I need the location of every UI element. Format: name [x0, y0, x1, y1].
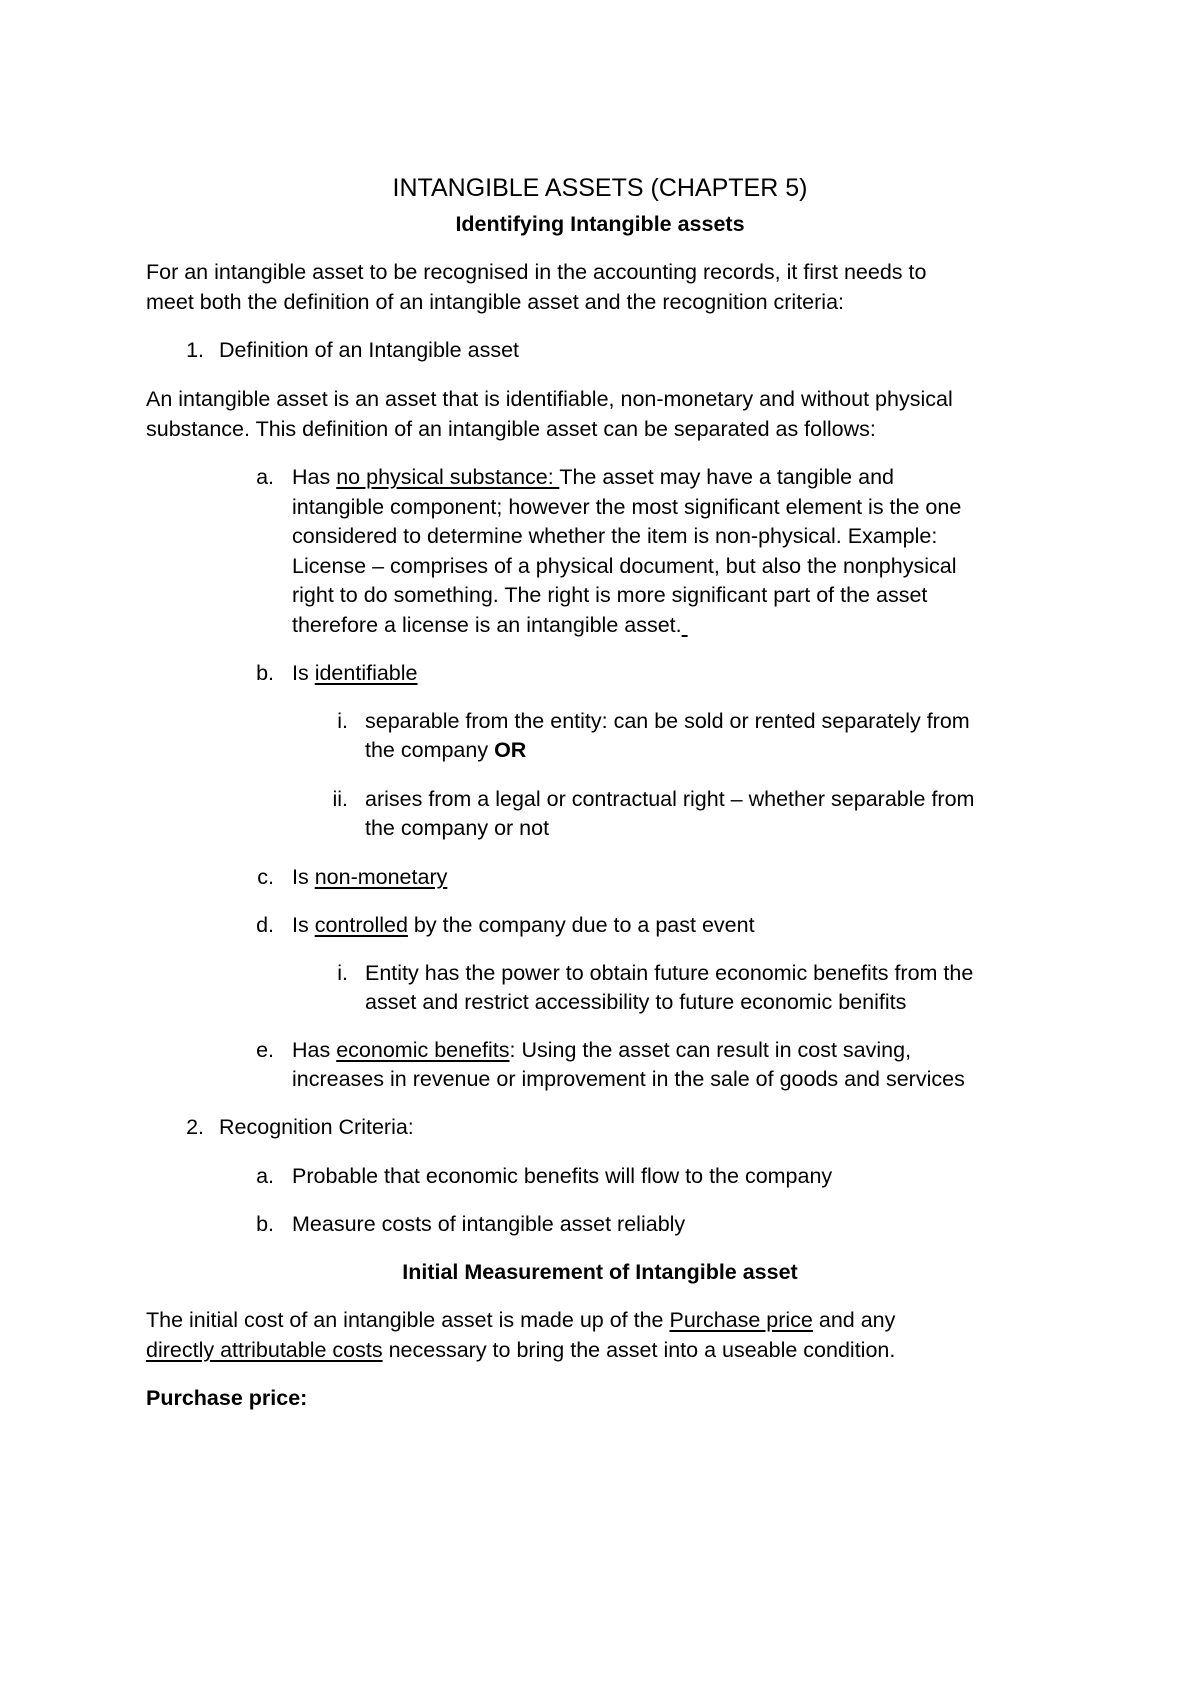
recognition-marker-b: b.: [256, 1212, 274, 1236]
intro-paragraph-line-1: For an intangible asset to be recognised in the accounting records, it first needs to: [146, 260, 927, 284]
recognition-item-a: Probable that economic benefits will flow to the company: [292, 1164, 833, 1188]
sublist-item-b: Is identifiable: [292, 661, 418, 685]
document-title: INTANGIBLE ASSETS (CHAPTER 5): [392, 174, 808, 202]
recognition-marker-a: a.: [256, 1164, 274, 1188]
underline-controlled: controlled: [314, 913, 408, 937]
sub-sublist-marker-b-i: i.: [337, 709, 348, 733]
bold-or: OR: [494, 738, 527, 762]
underline-purchase-price: Purchase price: [669, 1308, 813, 1332]
list-number-1: 1.: [186, 338, 204, 362]
underline-no-physical-substance: no physical substance:: [336, 465, 560, 489]
sublist-marker-e: e.: [256, 1038, 274, 1062]
recognition-item-b: Measure costs of intangible asset reliably: [292, 1212, 686, 1236]
sublist-marker-d: d.: [256, 913, 274, 937]
sublist-item-c: Is non-monetary: [292, 865, 448, 889]
sublist-item-d: Is controlled by the company due to a past event: [292, 913, 755, 937]
list-number-2: 2.: [186, 1115, 204, 1139]
purchase-price-heading: Purchase price:: [146, 1386, 308, 1410]
sub-sublist-item-d-i-line-1: Entity has the power to obtain future economic benefits from the: [365, 961, 974, 985]
sub-sublist-item-b-i-line-1: separable from the entity: can be sold or rented separately from: [365, 709, 970, 733]
list-item-recognition-criteria: Recognition Criteria:: [219, 1115, 414, 1139]
list-item-definition: Definition of an Intangible asset: [219, 338, 520, 362]
initial-cost-paragraph-line-1: The initial cost of an intangible asset is made up of the Purchase price and any: [146, 1308, 896, 1332]
definition-paragraph-line-2: substance. This definition of an intangible asset can be separated as follows:: [146, 417, 876, 441]
section-heading-initial-measurement: Initial Measurement of Intangible asset: [402, 1260, 798, 1284]
underline-identifiable: identifiable: [314, 661, 418, 685]
sublist-marker-c: c.: [257, 865, 274, 889]
sub-sublist-item-b-ii-line-1: arises from a legal or contractual right – whether separable from: [365, 787, 975, 811]
sublist-item-a-line-2: intangible component; however the most significant element is the one: [292, 495, 962, 519]
sublist-item-a-line-5: right to do something. The right is more significant part of the asset: [292, 583, 928, 607]
sublist-item-e-line-2: increases in revenue or improvement in the sale of goods and services: [292, 1067, 965, 1091]
underline-economic-benefits: economic benefits: [336, 1038, 510, 1062]
sub-sublist-marker-b-ii: ii.: [332, 787, 348, 811]
sub-sublist-item-d-i-line-2: asset and restrict accessibility to future economic benifits: [365, 990, 907, 1014]
sub-sublist-item-b-i-line-2: the company OR: [365, 738, 527, 762]
section-heading-identifying: Identifying Intangible assets: [455, 212, 745, 236]
sub-sublist-item-b-ii-line-2: the company or not: [365, 816, 550, 840]
sublist-item-a-line-6: therefore a license is an intangible asset.: [292, 613, 682, 637]
underline-directly-attributable-costs: directly attributable costs: [146, 1338, 383, 1362]
sublist-item-a-line-4: License – comprises of a physical document, but also the nonphysical: [292, 554, 957, 578]
sublist-marker-a: a.: [256, 465, 274, 489]
sublist-item-a-line-3: considered to determine whether the item is non-physical. Example:: [292, 524, 938, 548]
intro-paragraph-line-2: meet both the definition of an intangible asset and the recognition criteria:: [146, 290, 845, 314]
sublist-marker-b: b.: [256, 661, 274, 685]
definition-paragraph-line-1: An intangible asset is an asset that is identifiable, non-monetary and without physical: [146, 387, 953, 411]
initial-cost-paragraph-line-2: directly attributable costs necessary to bring the asset into a useable condition.: [146, 1338, 896, 1362]
sublist-item-e-line-1: Has economic benefits: Using the asset can result in cost saving,: [292, 1038, 912, 1062]
underline-non-monetary: non-monetary: [314, 865, 448, 889]
sublist-item-a-line-1: Has no physical substance: The asset may have a tangible and: [292, 465, 894, 489]
sub-sublist-marker-d-i: i.: [337, 961, 348, 985]
